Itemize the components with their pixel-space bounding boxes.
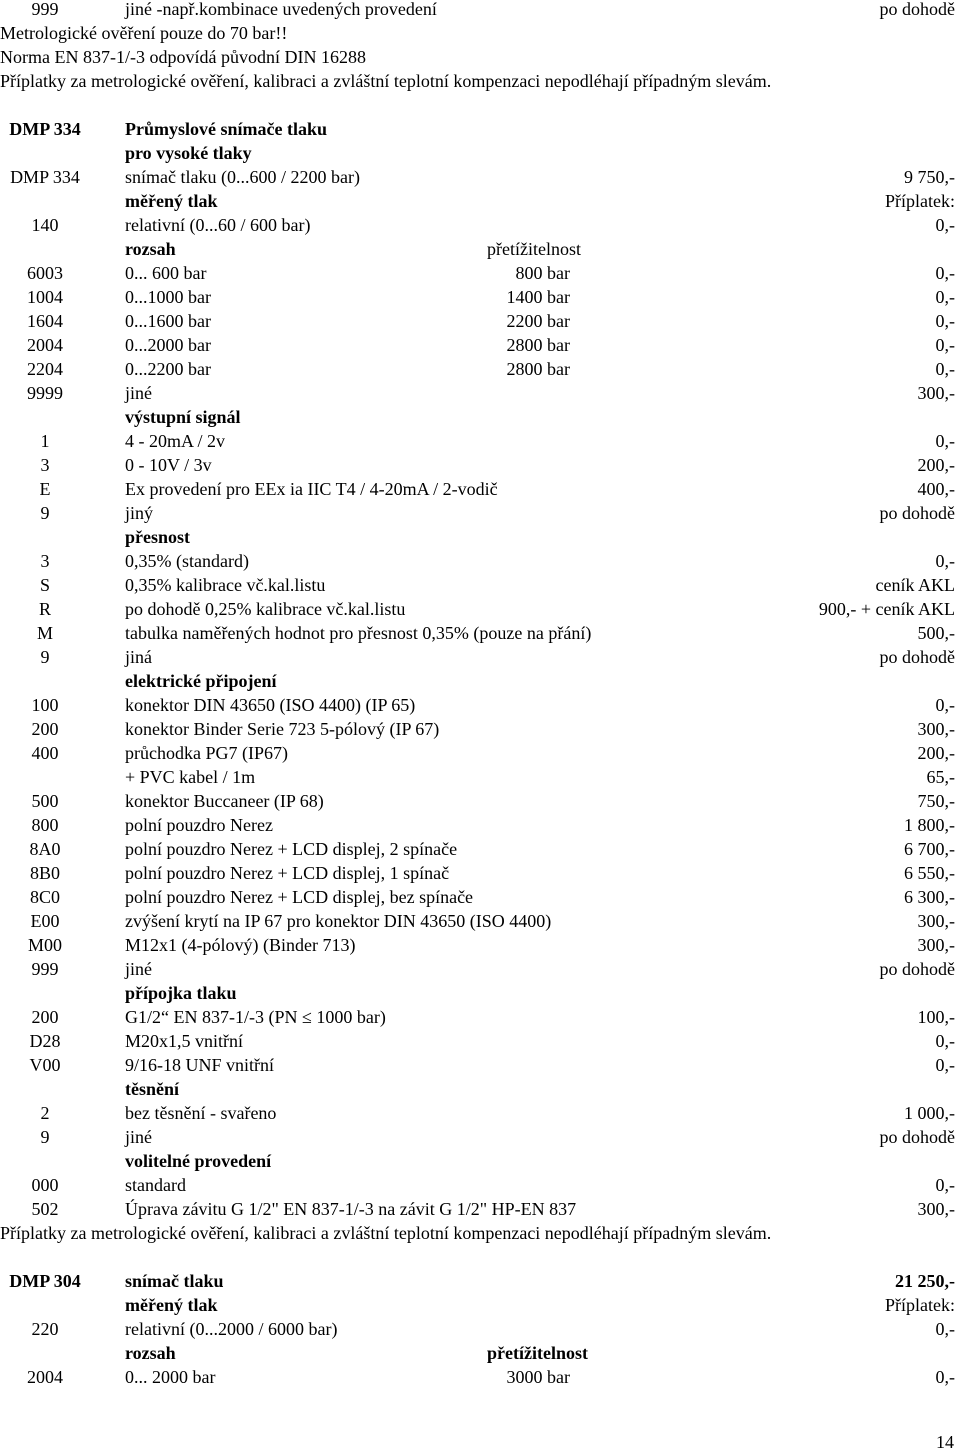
item-description: jiné xyxy=(125,1127,152,1147)
item-code: 9 xyxy=(40,503,50,523)
output-row xyxy=(0,429,960,453)
item-description: + PVC kabel / 1m xyxy=(125,767,256,787)
item-description: jiné xyxy=(125,959,152,979)
item-code: 1004 xyxy=(27,287,63,307)
item-code: 999 xyxy=(31,959,59,979)
item-price: 0,- xyxy=(935,263,955,283)
accuracy-row xyxy=(0,549,960,573)
item-description: 0...1000 bar xyxy=(125,287,211,307)
item-price: 300,- xyxy=(917,1199,955,1219)
item-code: 8C0 xyxy=(29,887,60,907)
output-signal-header xyxy=(0,405,960,429)
item-description: polní pouzdro Nerez + LCD displej, 1 spínač xyxy=(125,863,450,883)
section-title: Průmyslové snímače tlaku xyxy=(125,119,327,139)
range-row xyxy=(0,357,960,381)
item-code: 140 xyxy=(31,215,59,235)
item-description: 0,35% (standard) xyxy=(125,551,249,571)
item-price: 0,- xyxy=(935,215,955,235)
section-code: DMP 334 xyxy=(9,119,81,139)
item-description: polní pouzdro Nerez xyxy=(125,815,273,835)
item-price: 1 000,- xyxy=(904,1103,955,1123)
group-title: měřený tlak xyxy=(125,1295,218,1315)
optional-header xyxy=(0,1149,960,1173)
item-price: po dohodě xyxy=(879,647,955,667)
item-price: 300,- xyxy=(917,383,955,403)
section-heading xyxy=(0,117,960,141)
range-row xyxy=(0,285,960,309)
electric-row xyxy=(0,693,960,717)
item-description: konektor DIN 43650 (ISO 4400) (IP 65) xyxy=(125,695,416,715)
item-description: snímač tlaku xyxy=(125,1271,224,1291)
group-title: těsnění xyxy=(125,1079,179,1099)
dmp304-relative-row xyxy=(0,1317,960,1341)
dmp304-range-header xyxy=(0,1341,960,1365)
item-price: 0,- xyxy=(935,287,955,307)
item-code: 500 xyxy=(31,791,59,811)
item-price: 200,- xyxy=(917,743,955,763)
overload-value: 3000 bar xyxy=(506,1367,570,1387)
group-title: rozsah xyxy=(125,239,176,259)
item-code: 2204 xyxy=(27,359,63,379)
item-price: 0,- xyxy=(935,1055,955,1075)
note-surcharges xyxy=(0,69,960,93)
item-code: 800 xyxy=(31,815,59,835)
item-price: 6 700,- xyxy=(904,839,955,859)
item-price: po dohodě xyxy=(879,959,955,979)
item-code: 9 xyxy=(40,1127,50,1147)
item-code: M xyxy=(36,623,53,643)
dmp304-range-row xyxy=(0,1365,960,1389)
item-price: 750,- xyxy=(917,791,955,811)
group-title: výstupní signál xyxy=(125,407,241,427)
item-code: 999 xyxy=(31,0,59,19)
item-code: 2004 xyxy=(27,335,63,355)
overload-label: přetížitelnost xyxy=(487,1343,588,1363)
range-row xyxy=(0,261,960,285)
item-description: 0...1600 bar xyxy=(125,311,211,331)
item-description: M12x1 (4-pólový) (Binder 713) xyxy=(125,935,356,955)
note-text: Norma EN 837-1/-3 odpovídá původní DIN 16288 xyxy=(0,47,366,67)
note-text: Příplatky za metrologické ověření, kalibraci a zvláštní teplotní kompenzaci nepodléhají případným slevám. xyxy=(0,71,772,91)
output-row xyxy=(0,501,960,525)
item-price: 9 750,- xyxy=(904,167,955,187)
electric-connection-header xyxy=(0,669,960,693)
item-description: jiná xyxy=(125,647,152,667)
item-description: relativní (0...60 / 600 bar) xyxy=(125,215,311,235)
overload-value: 2800 bar xyxy=(506,335,570,355)
item-price: 900,- + ceník AKL xyxy=(818,599,955,619)
item-description: jiné xyxy=(125,383,152,403)
base-product-row xyxy=(0,165,960,189)
item-code: 6003 xyxy=(27,263,63,283)
item-description: po dohodě 0,25% kalibrace vč.kal.listu xyxy=(125,599,406,619)
item-price: 200,- xyxy=(917,455,955,475)
item-code: R xyxy=(38,599,51,619)
item-code: V00 xyxy=(29,1055,61,1075)
dmp304-base-row xyxy=(0,1269,960,1293)
note-norm xyxy=(0,45,960,69)
electric-row xyxy=(0,789,960,813)
item-description: relativní (0...2000 / 6000 bar) xyxy=(125,1319,338,1339)
item-description: 0...2200 bar xyxy=(125,359,211,379)
item-code: 3 xyxy=(40,455,50,475)
item-description: 0 - 10V / 3v xyxy=(125,455,212,475)
range-row xyxy=(0,309,960,333)
item-code: 400 xyxy=(31,743,59,763)
electric-row xyxy=(0,957,960,981)
surcharge-label: Příplatek: xyxy=(885,191,955,211)
item-price: 0,- xyxy=(935,1175,955,1195)
item-description: polní pouzdro Nerez + LCD displej, bez spínače xyxy=(125,887,474,907)
item-code: 200 xyxy=(31,719,59,739)
item-code: 000 xyxy=(31,1175,59,1195)
item-description: 0... 2000 bar xyxy=(125,1367,216,1387)
section-subtitle: pro vysoké tlaky xyxy=(125,143,252,163)
item-description: konektor Binder Serie 723 5-pólový (IP 67) xyxy=(125,719,440,739)
item-code: 2 xyxy=(40,1103,50,1123)
note-text: Metrologické ověření pouze do 70 bar!! xyxy=(0,23,288,43)
electric-row xyxy=(0,933,960,957)
electric-row xyxy=(0,813,960,837)
item-price: 0,- xyxy=(935,431,955,451)
electric-row xyxy=(0,885,960,909)
relative-row xyxy=(0,213,960,237)
item-description: jiný xyxy=(125,503,154,523)
item-description: jiné -např.kombinace uvedených provedení xyxy=(125,0,437,19)
range-row xyxy=(0,333,960,357)
item-description: M20x1,5 vnitřní xyxy=(125,1031,244,1051)
item-price: 100,- xyxy=(917,1007,955,1027)
overload-value: 2800 bar xyxy=(506,359,570,379)
item-price: 0,- xyxy=(935,1031,955,1051)
note-metrology xyxy=(0,21,960,45)
item-price: 65,- xyxy=(926,767,955,787)
item-description: standard xyxy=(125,1175,186,1195)
item-code: 3 xyxy=(40,551,50,571)
item-code: DMP 304 xyxy=(9,1271,81,1291)
accuracy-header xyxy=(0,525,960,549)
item-code: 1604 xyxy=(27,311,63,331)
item-price: po dohodě xyxy=(879,503,955,523)
group-title: měřený tlak xyxy=(125,191,218,211)
item-description: bez těsnění - svařeno xyxy=(125,1103,277,1123)
overload-value: 2200 bar xyxy=(506,311,570,331)
group-title: volitelné provedení xyxy=(125,1151,272,1171)
item-price: 300,- xyxy=(917,719,955,739)
pressure-row xyxy=(0,1005,960,1029)
section-subheading xyxy=(0,141,960,165)
item-price: 0,- xyxy=(935,1319,955,1339)
item-description: konektor Buccaneer (IP 68) xyxy=(125,791,324,811)
item-description: G1/2“ EN 837-1/-3 (PN ≤ 1000 bar) xyxy=(125,1007,386,1027)
item-description: 0... 600 bar xyxy=(125,263,207,283)
item-code: 8B0 xyxy=(29,863,60,883)
item-price: po dohodě xyxy=(879,0,955,19)
optional-row xyxy=(0,1197,960,1221)
pressure-row xyxy=(0,1029,960,1053)
item-description: snímač tlaku (0...600 / 2200 bar) xyxy=(125,167,360,187)
item-price: 0,- xyxy=(935,1367,955,1387)
item-code: 1 xyxy=(40,431,50,451)
item-code: 502 xyxy=(31,1199,59,1219)
item-price: 0,- xyxy=(935,311,955,331)
item-description: průchodka PG7 (IP67) xyxy=(125,743,288,763)
item-code: E00 xyxy=(30,911,60,931)
accuracy-row xyxy=(0,621,960,645)
group-title: přípojka tlaku xyxy=(125,983,237,1003)
pressure-row xyxy=(0,1053,960,1077)
item-code: 9 xyxy=(40,647,50,667)
page-number: 14 xyxy=(936,1432,954,1452)
item-price: 300,- xyxy=(917,911,955,931)
item-code: 9999 xyxy=(27,383,63,403)
electric-row xyxy=(0,717,960,741)
item-description: 0,35% kalibrace vč.kal.listu xyxy=(125,575,326,595)
item-description: tabulka naměřených hodnot pro přesnost 0,35% (pouze na přání) xyxy=(125,623,592,643)
item-price: 0,- xyxy=(935,335,955,355)
item-code: E xyxy=(39,479,51,499)
item-price: ceník AKL xyxy=(875,575,955,595)
item-price: 500,- xyxy=(917,623,955,643)
dmp304-measured-header xyxy=(0,1293,960,1317)
item-code: 2004 xyxy=(27,1367,63,1387)
item-price: 0,- xyxy=(935,359,955,379)
item-description: 9/16-18 UNF vnitřní xyxy=(125,1055,275,1075)
note-text: Příplatky za metrologické ověření, kalibraci a zvláštní teplotní kompenzaci nepodléhají případným slevám. xyxy=(0,1223,772,1243)
electric-row xyxy=(0,765,960,789)
range-row xyxy=(0,381,960,405)
item-code: 200 xyxy=(31,1007,59,1027)
group-title: rozsah xyxy=(125,1343,176,1363)
electric-row xyxy=(0,909,960,933)
item-price: 0,- xyxy=(935,695,955,715)
surcharge-label: Příplatek: xyxy=(885,1295,955,1315)
accuracy-row xyxy=(0,573,960,597)
note-surcharges xyxy=(0,1221,960,1245)
item-price: 6 550,- xyxy=(904,863,955,883)
optional-row xyxy=(0,1173,960,1197)
item-description: 4 - 20mA / 2v xyxy=(125,431,226,451)
item-code: 100 xyxy=(31,695,59,715)
seal-header xyxy=(0,1077,960,1101)
group-title: přesnost xyxy=(125,527,191,547)
accuracy-row xyxy=(0,597,960,621)
range-header xyxy=(0,237,960,261)
item-price: 6 300,- xyxy=(904,887,955,907)
item-code: DMP 334 xyxy=(10,167,80,187)
pressure-connection-header xyxy=(0,981,960,1005)
item-code: S xyxy=(39,575,50,595)
item-code: M00 xyxy=(27,935,62,955)
accuracy-row xyxy=(0,645,960,669)
item-price: 0,- xyxy=(935,551,955,571)
output-row xyxy=(0,477,960,501)
item-price: po dohodě xyxy=(879,1127,955,1147)
seal-row xyxy=(0,1101,960,1125)
item-description: Ex provedení pro EEx ia IIC T4 / 4-20mA / 2-vodič xyxy=(125,479,498,499)
electric-row xyxy=(0,837,960,861)
seal-row xyxy=(0,1125,960,1149)
item-description: Úprava závitu G 1/2" EN 837-1/-3 na závit G 1/2" HP-EN 837 xyxy=(125,1199,577,1219)
row-999-combination xyxy=(0,0,960,21)
item-description: 0...2000 bar xyxy=(125,335,211,355)
item-price: 21 250,- xyxy=(895,1271,955,1291)
item-code: 220 xyxy=(31,1319,59,1339)
overload-value: 800 bar xyxy=(515,263,570,283)
item-price: 300,- xyxy=(917,935,955,955)
overload-value: 1400 bar xyxy=(506,287,570,307)
electric-row xyxy=(0,861,960,885)
measured-pressure-header xyxy=(0,189,960,213)
item-description: polní pouzdro Nerez + LCD displej, 2 spínače xyxy=(125,839,458,859)
group-title: elektrické připojení xyxy=(125,671,277,691)
item-price: 400,- xyxy=(917,479,955,499)
item-code: 8A0 xyxy=(29,839,61,859)
output-row xyxy=(0,453,960,477)
item-code: D28 xyxy=(29,1031,61,1051)
item-price: 1 800,- xyxy=(904,815,955,835)
electric-row xyxy=(0,741,960,765)
item-description: zvýšení krytí na IP 67 pro konektor DIN 43650 (ISO 4400) xyxy=(125,911,552,931)
overload-label: přetížitelnost xyxy=(487,239,581,259)
